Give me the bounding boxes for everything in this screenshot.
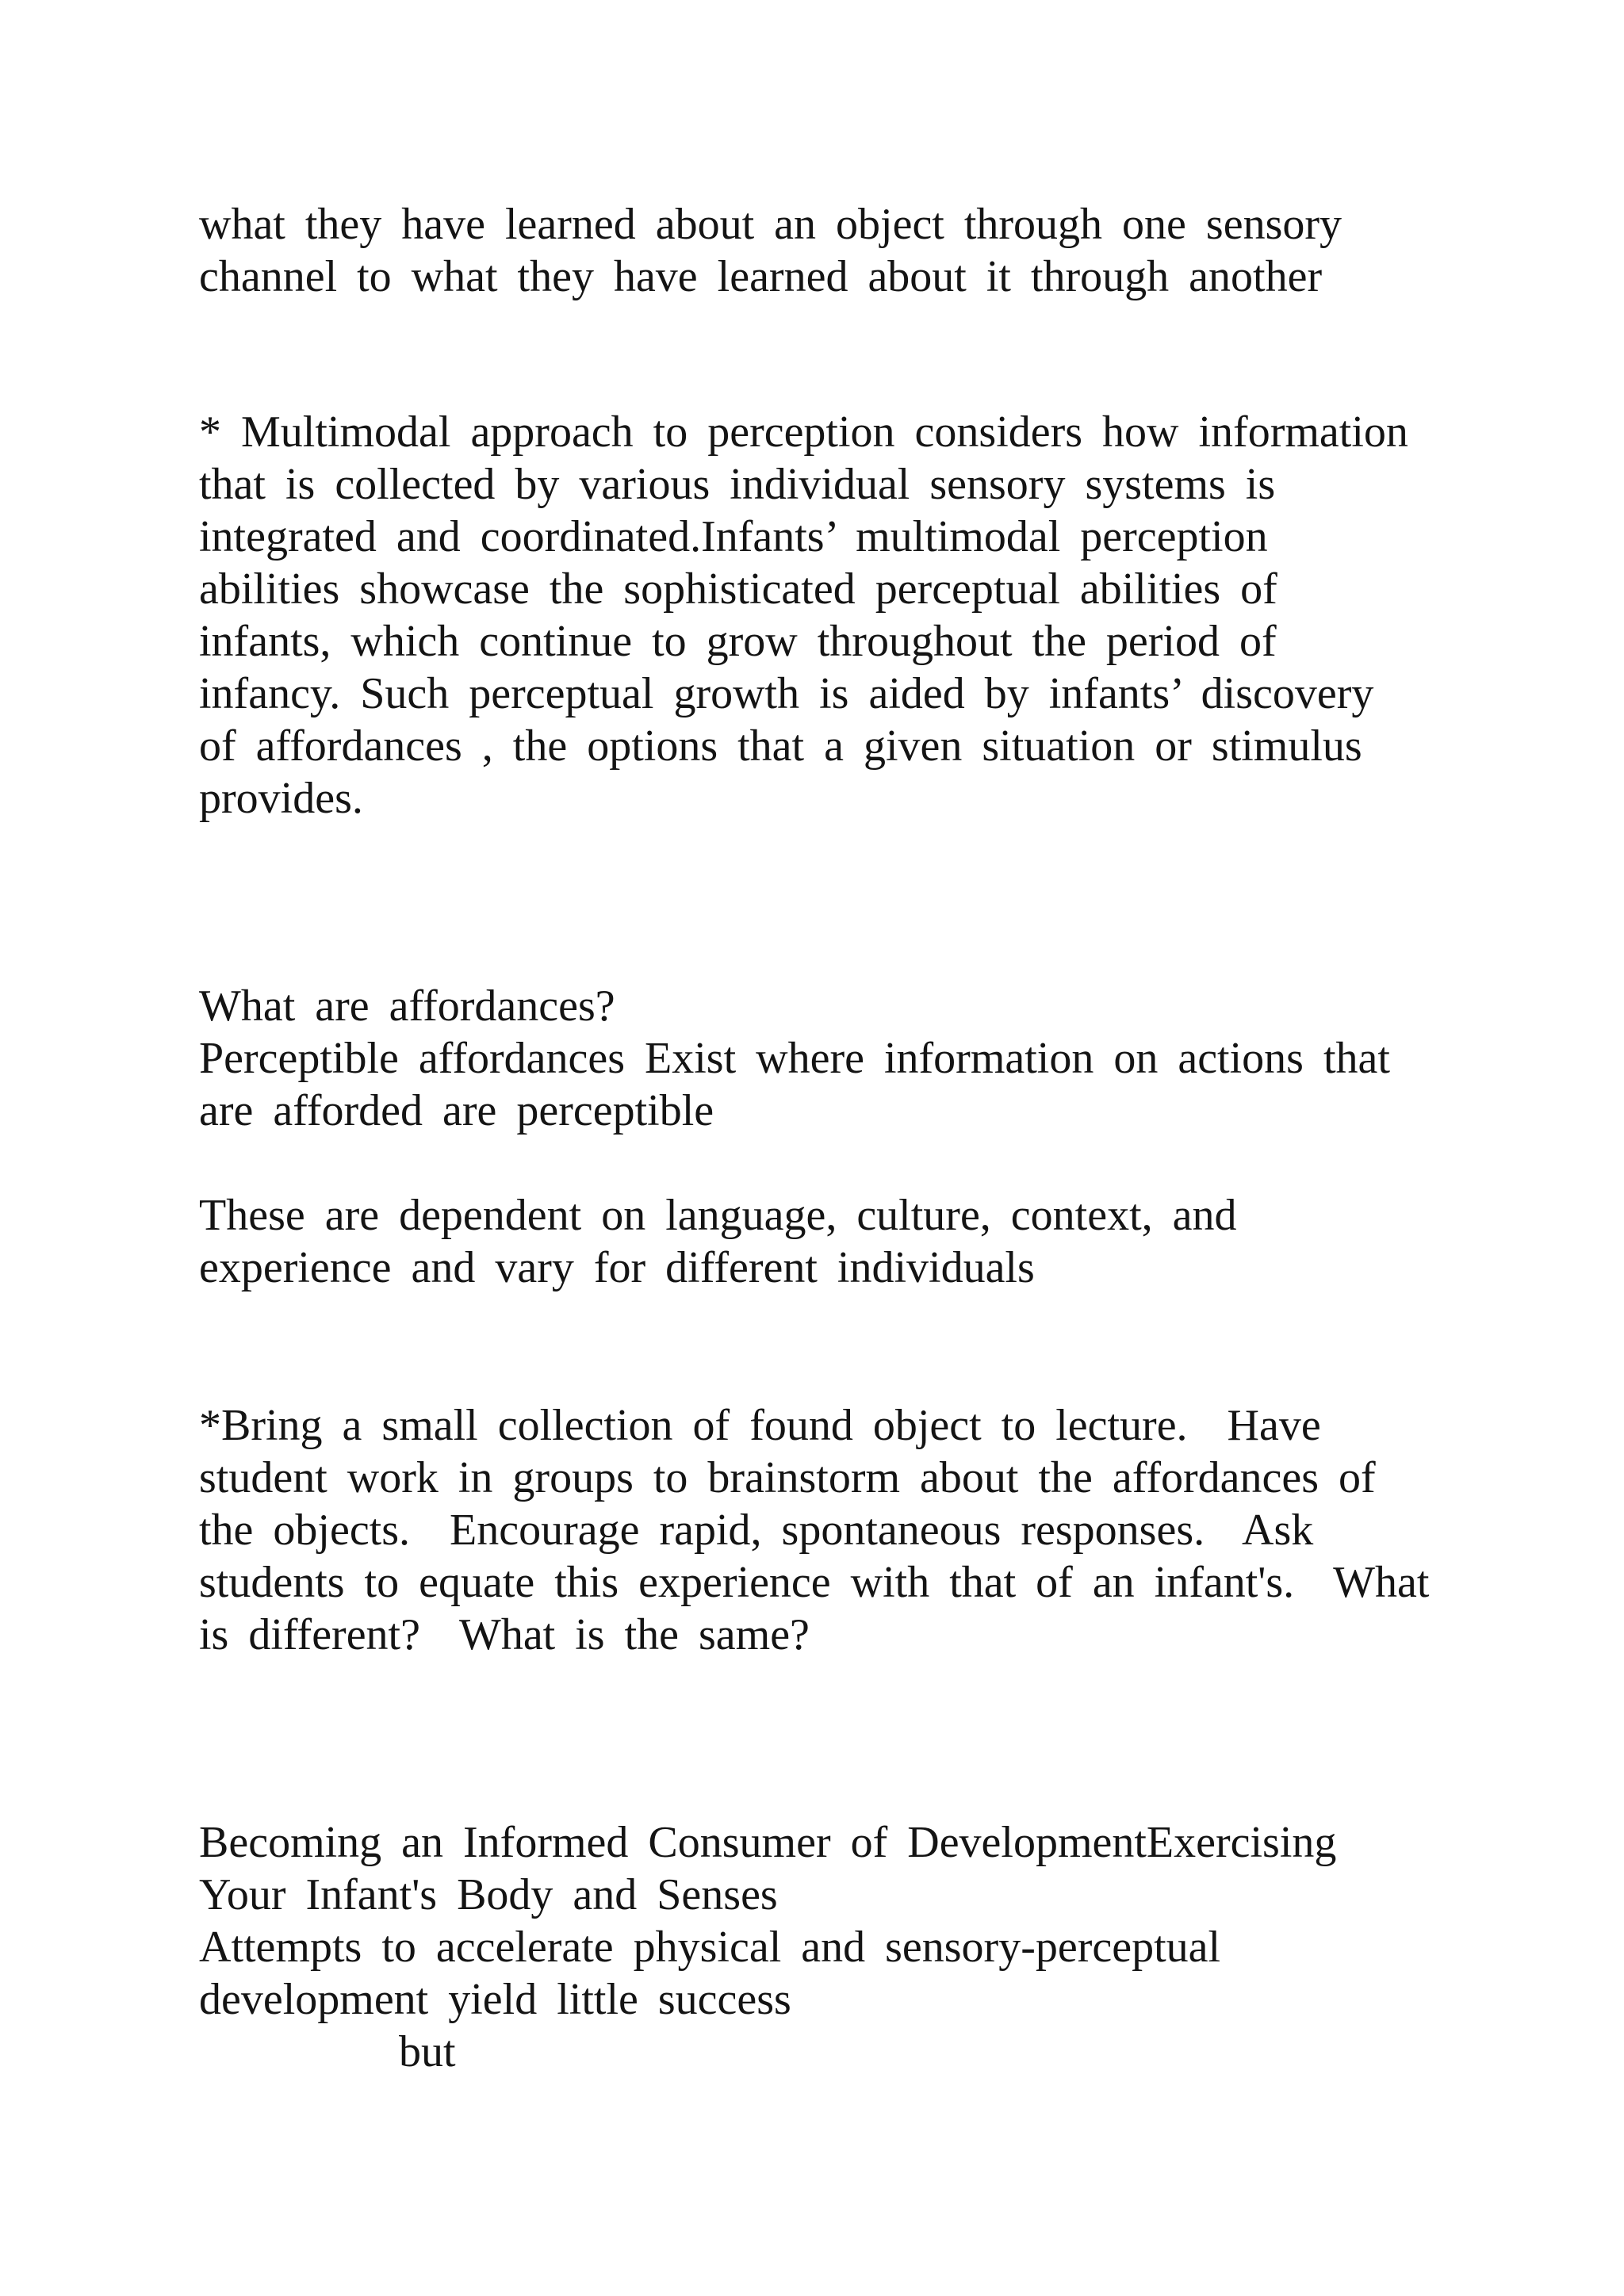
text-line: the objects. Encourage rapid, spontaneous responses. Ask	[199, 1506, 1314, 1555]
paragraph-informed-consumer	[199, 1816, 1336, 2026]
text-line: development yield little success	[199, 1975, 791, 2024]
paragraph-affordances-dependence	[199, 1189, 1236, 1294]
text-line: infants, which continue to grow throughout the period of	[199, 617, 1277, 666]
paragraph-classroom-activity	[199, 1399, 1429, 1661]
paragraph-trailing-fragment	[399, 2026, 456, 2078]
text-line: but	[399, 2027, 456, 2076]
text-line: infancy. Such perceptual growth is aided by infants’ discovery	[199, 669, 1374, 718]
text-line: *Bring a small collection of found object to lecture. Have	[199, 1401, 1321, 1450]
paragraph-multimodal-approach	[199, 406, 1408, 825]
text-line: * Multimodal approach to perception considers how information	[199, 408, 1408, 457]
text-line: These are dependent on language, culture, context, and	[199, 1191, 1237, 1240]
text-line: Perceptible affordances Exist where information on actions that	[199, 1034, 1390, 1083]
text-line: of affordances , the options that a given situation or stimulus	[199, 721, 1362, 771]
text-line: are afforded are perceptible	[199, 1086, 714, 1135]
text-line: integrated and coordinated.Infants’ multimodal perception	[199, 512, 1268, 561]
text-line: student work in groups to brainstorm about the affordances of	[199, 1453, 1376, 1502]
text-line: what they have learned about an object through one sensory	[199, 200, 1342, 249]
text-line: abilities showcase the sophisticated perceptual abilities of	[199, 564, 1277, 614]
text-line: channel to what they have learned about it through another	[199, 252, 1323, 301]
text-line: is different? What is the same?	[199, 1610, 810, 1659]
paragraph-intersensory-continuation	[199, 198, 1342, 303]
text-line: students to equate this experience with that of an infant's. What	[199, 1558, 1430, 1607]
paragraph-affordances-definition	[199, 980, 1390, 1137]
question-heading: What are affordances?	[199, 982, 615, 1031]
text-line: that is collected by various individual sensory systems is	[199, 460, 1276, 509]
text-line: experience and vary for different individuals	[199, 1243, 1035, 1292]
text-line: provides.	[199, 774, 363, 823]
section-heading-continued: Your Infant's Body and Senses	[199, 1870, 778, 1919]
section-heading: Becoming an Informed Consumer of DevelopmentExercising	[199, 1818, 1337, 1867]
text-line: Attempts to accelerate physical and sensory-perceptual	[199, 1923, 1221, 1972]
